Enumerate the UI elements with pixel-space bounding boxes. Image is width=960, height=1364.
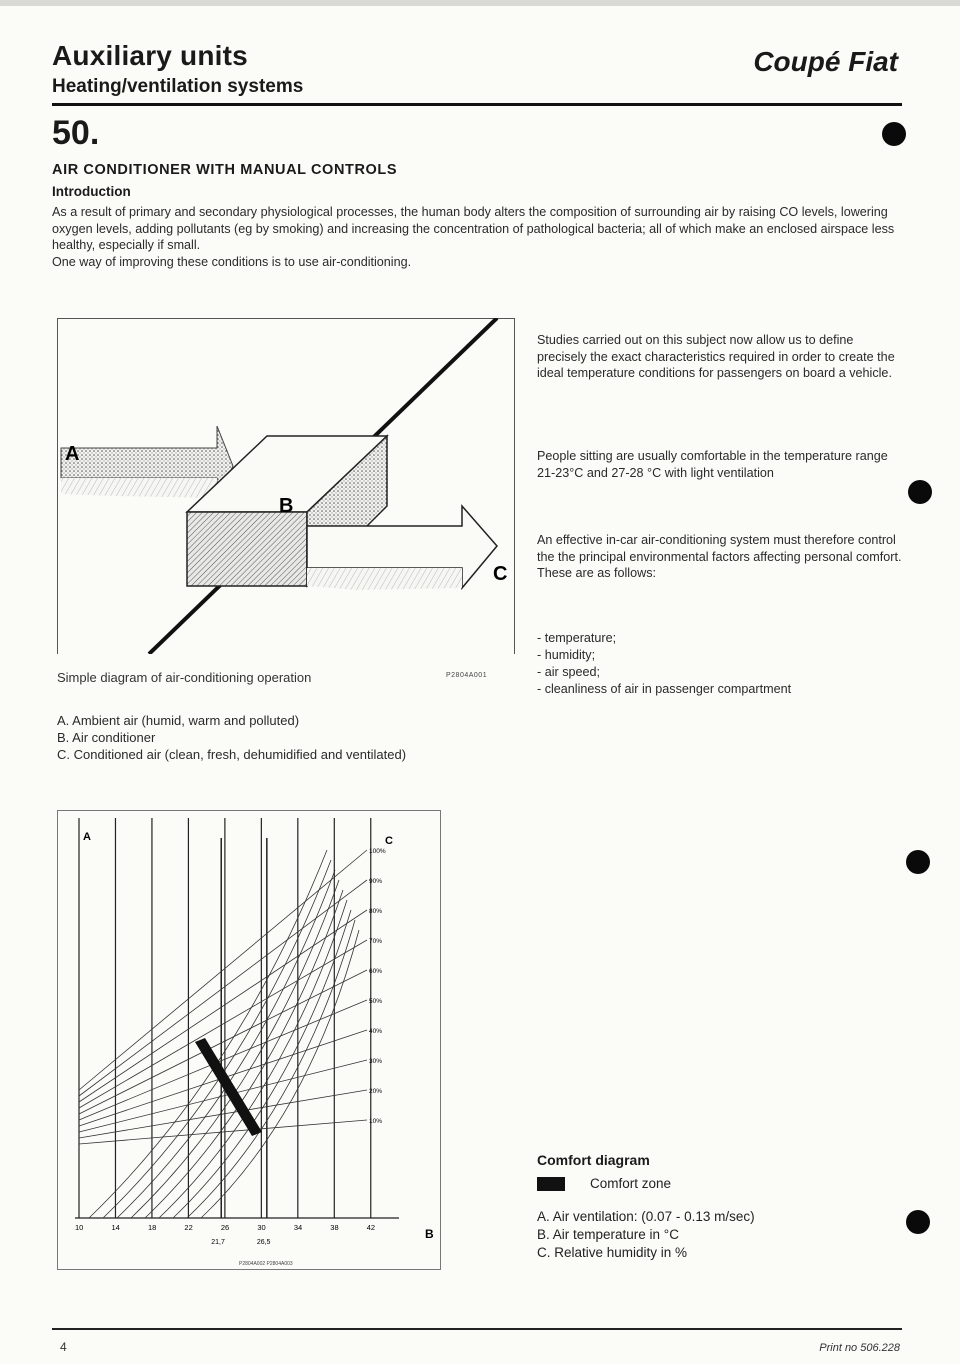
list-item: - cleanliness of air in passenger compartment bbox=[537, 682, 792, 696]
fig2-label-c: C bbox=[385, 835, 393, 847]
humidity-label: 70% bbox=[369, 938, 383, 945]
list-item: - humidity; bbox=[537, 648, 596, 662]
brand-title: Coupé Fiat bbox=[753, 46, 898, 77]
intro-paragraph-1: As a result of primary and secondary physiological processes, the human body alters the composition of surrounding air by raising CO levels, lowering oxygen levels, adding pollutants (eg by smoking) and increasing the concentration of pathological bacteria; all of which make an enclosed airspace less healthy, especially if small. bbox=[52, 205, 895, 252]
x-tick-label: 38 bbox=[330, 1223, 339, 1232]
binder-hole-1 bbox=[882, 122, 906, 146]
header-rule bbox=[52, 103, 902, 106]
legend-item-a: A. Ambient air (humid, warm and polluted) bbox=[57, 713, 300, 728]
legend-item-b: B. Air conditioner bbox=[57, 730, 156, 745]
x-subtick-label: 26,5 bbox=[256, 1239, 271, 1246]
right-paragraph-1: Studies carried out on this subject now allow us to define precisely the exact characteristics required in order to create the ideal temperature conditions for passengers on board a vehicle. bbox=[537, 333, 895, 380]
right-paragraph-3: An effective in-car air-conditioning system must therefore control the the principal environmental factors affecting personal comfort. These are as follows: bbox=[537, 533, 902, 580]
comfort-zone-label: Comfort zone bbox=[590, 1176, 672, 1191]
footer-page-number: 4 bbox=[60, 1340, 67, 1354]
x-tick-label: 22 bbox=[184, 1223, 193, 1232]
subsection-title: Heating/ventilation systems bbox=[52, 76, 304, 97]
humidity-label: 50% bbox=[369, 998, 383, 1005]
fig1-label-c: C bbox=[493, 563, 508, 585]
comfort-diagram bbox=[57, 810, 441, 1270]
humidity-label: 40% bbox=[369, 1028, 383, 1035]
x-tick-label: 30 bbox=[257, 1223, 266, 1232]
humidity-label: 80% bbox=[369, 908, 383, 915]
list-item: - air speed; bbox=[537, 665, 600, 679]
binder-hole-2 bbox=[908, 480, 932, 504]
humidity-label: 20% bbox=[369, 1088, 383, 1095]
intro-heading: Introduction bbox=[52, 184, 131, 199]
humidity-label: 90% bbox=[369, 878, 383, 885]
intro-paragraph-2: One way of improving these conditions is to use air-conditioning. bbox=[52, 254, 412, 269]
comfort-zone-swatch bbox=[537, 1177, 565, 1191]
humidity-label: 60% bbox=[369, 968, 383, 975]
humidity-label: 100% bbox=[369, 848, 386, 855]
binder-hole-3 bbox=[906, 850, 930, 874]
page-number: 50. bbox=[52, 114, 100, 152]
humidity-label: 10% bbox=[369, 1118, 383, 1125]
fig1-label-a: A bbox=[65, 443, 80, 465]
x-tick-label: 34 bbox=[293, 1223, 303, 1232]
figure1-caption: Simple diagram of air-conditioning operation bbox=[57, 670, 312, 685]
intro-paragraph bbox=[52, 204, 904, 270]
x-tick-label: 26 bbox=[220, 1223, 230, 1232]
fig2-label-a: A bbox=[83, 831, 91, 843]
top-scan-border bbox=[0, 0, 960, 6]
x-tick-label: 42 bbox=[366, 1223, 376, 1232]
legend-item-c: C. Conditioned air (clean, fresh, dehumidified and ventilated) bbox=[57, 747, 407, 762]
section-title: Auxiliary units bbox=[52, 40, 248, 71]
fig2-code: P2804A002 P2804A003 bbox=[239, 1261, 293, 1267]
figure1-legend bbox=[57, 712, 477, 763]
air-conditioning-diagram bbox=[57, 318, 515, 654]
footer-print-number: Print no 506.228 bbox=[819, 1342, 900, 1354]
x-tick-label: 10 bbox=[75, 1223, 84, 1232]
footer-rule bbox=[52, 1328, 902, 1330]
main-heading: AIR CONDITIONER WITH MANUAL CONTROLS bbox=[52, 162, 398, 178]
x-tick-label: 18 bbox=[147, 1223, 157, 1232]
fig1-label-b: B bbox=[279, 495, 294, 517]
humidity-label: 30% bbox=[369, 1058, 383, 1065]
legend-item-a: A. Air ventilation: (0.07 - 0.13 m/sec) bbox=[537, 1209, 755, 1224]
right-paragraph-2: People sitting are usually comfortable in the temperature range 21-23°C and 27-28 °C with light ventilation bbox=[537, 449, 888, 480]
conditioner-front-face bbox=[187, 512, 307, 586]
fig2-label-b: B bbox=[425, 1227, 434, 1241]
x-tick-label: 14 bbox=[111, 1223, 120, 1232]
list-item: - temperature; bbox=[537, 631, 617, 645]
comfort-legend bbox=[537, 1208, 755, 1262]
comfort-diagram-title: Comfort diagram bbox=[537, 1152, 650, 1168]
comfort-factors-list bbox=[537, 630, 905, 698]
figure1-code: P2804A001 bbox=[446, 672, 488, 679]
legend-item-b: B. Air temperature in °C bbox=[537, 1227, 679, 1242]
binder-hole-4 bbox=[906, 1210, 930, 1234]
legend-item-c: C. Relative humidity in % bbox=[537, 1245, 688, 1260]
x-subtick-label: 21,7 bbox=[211, 1239, 225, 1246]
